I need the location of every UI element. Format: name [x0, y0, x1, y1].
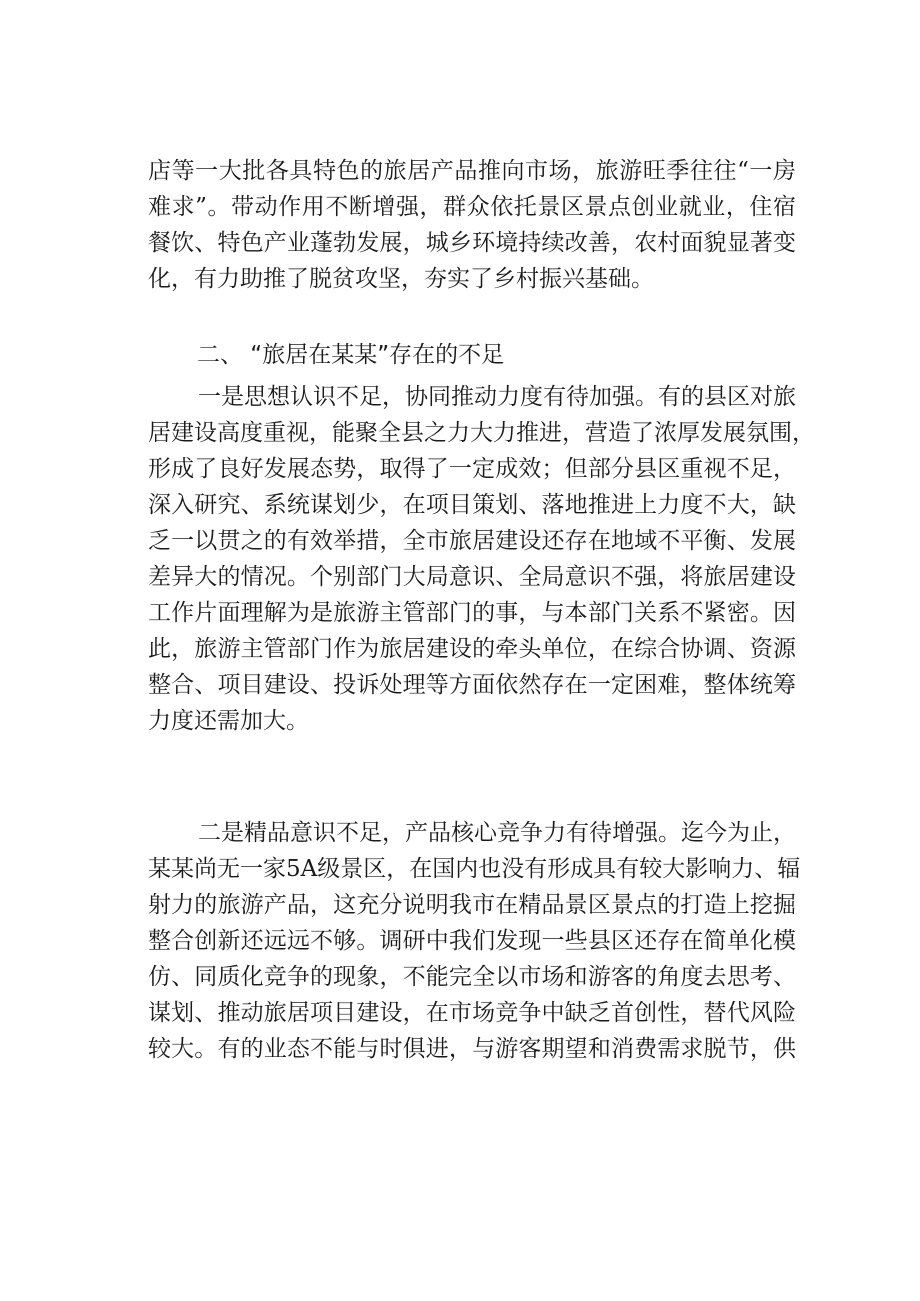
- text-line: 深入研究、系统谋划少，在项目策划、落地推进上力度不大，缺: [148, 492, 796, 518]
- text-line: 餐饮、特色产业蓬勃发展，城乡环境持续改善，农村面貌显著变: [148, 230, 796, 256]
- text-line: 较大。有的业态不能与时俱进，与游客期望和消费需求脱节，供: [148, 1036, 796, 1062]
- text-line: 力度还需加大。: [148, 708, 309, 734]
- paragraph-one: [148, 379, 815, 739]
- text-line: 射力的旅游产品，这充分说明我市在精品景区景点的打造上挖掘: [148, 892, 796, 918]
- paragraph-two: [148, 815, 801, 1067]
- text-line: 谋划、推动旅居项目建设，在市场竞争中缺乏首创性，替代风险: [148, 1000, 796, 1026]
- text-line: 工作片面理解为是旅游主管部门的事，与本部门关系不紧密。因: [148, 600, 796, 626]
- text-line: 居建设高度重视，能聚全县之力大力推进，营造了浓厚发展氛围，: [148, 420, 815, 446]
- text-line: 难求”。带动作用不断增强，群众依托景区景点创业就业，住宿: [148, 194, 796, 220]
- text-line: 仿、同质化竞争的现象，不能完全以市场和游客的角度去思考、: [148, 964, 796, 990]
- text-line: 此，旅游主管部门作为旅居建设的牵头单位，在综合协调、资源: [148, 636, 796, 662]
- text-line: 乏一以贯之的有效举措，全市旅居建设还存在地域不平衡、发展: [148, 528, 796, 554]
- text-line: 二是精品意识不足，产品核心竞争力有待增强。迄今为止，: [198, 820, 796, 846]
- continued-paragraph: [148, 153, 796, 297]
- section-heading: 二、 “旅居在某某”存在的不足: [197, 342, 505, 368]
- text-line: 一是思想认识不足，协同推动力度有待加强。有的县区对旅: [198, 384, 796, 410]
- text-line: 店等一大批各具特色的旅居产品推向市场，旅游旺季往往“一房: [148, 158, 796, 184]
- text-line: 整合、项目建设、投诉处理等方面依然存在一定困难，整体统筹: [148, 672, 796, 698]
- text-line: 化，有力助推了脱贫攻坚，夯实了乡村振兴基础。: [148, 266, 654, 292]
- text-line: 整合创新还远远不够。调研中我们发现一些县区还存在简单化模: [148, 928, 796, 954]
- text-line: 某某尚无一家5A级景区，在国内也没有形成具有较大影响力、辐: [148, 856, 801, 882]
- text-line: 形成了良好发展态势，取得了一定成效；但部分县区重视不足，: [148, 456, 796, 482]
- text-line: 差异大的情况。个别部门大局意识、全局意识不强，将旅居建设: [148, 564, 796, 590]
